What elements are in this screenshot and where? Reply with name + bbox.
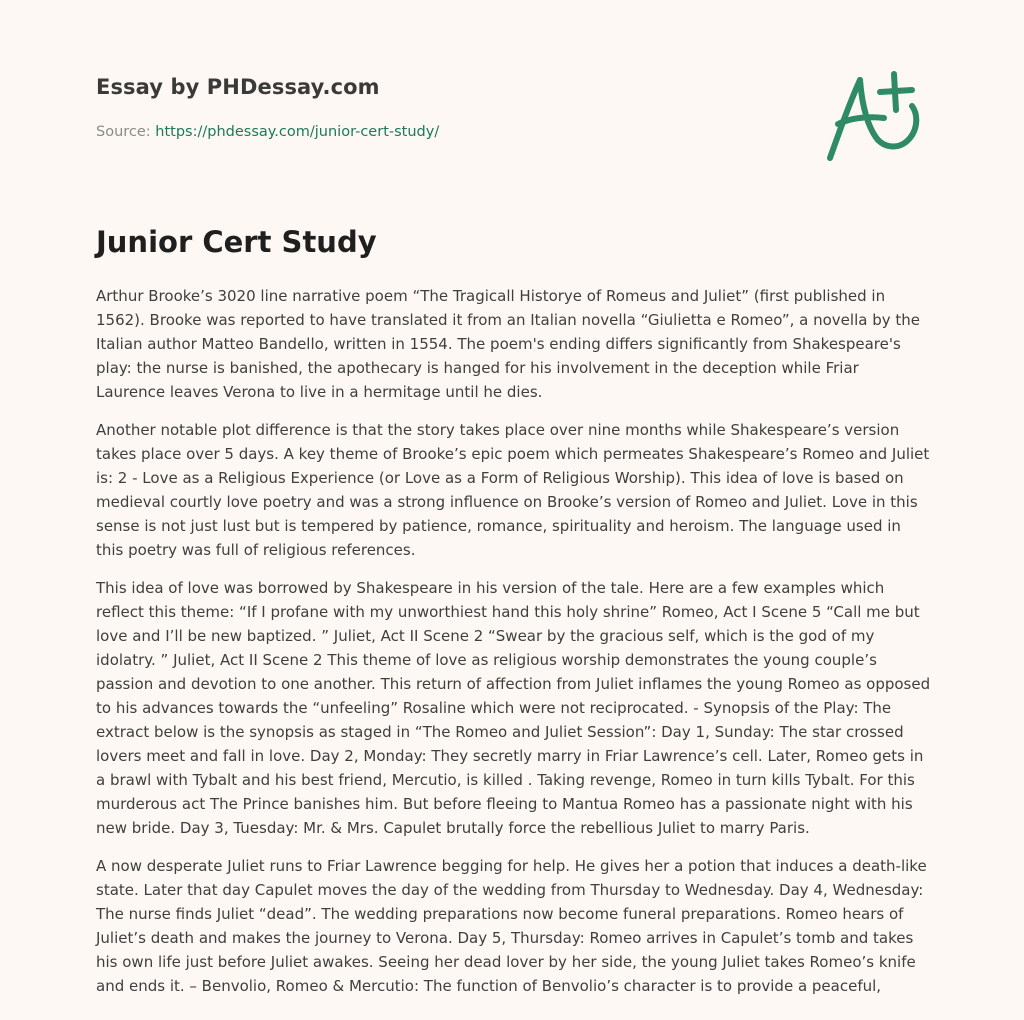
article-paragraph-1: Arthur Brooke’s 3020 line narrative poem “The Tragicall Historye of Romeus and Juliet” (first published in 1562). Brooke was reported to have translated it from an Italian novella “Giulietta e Romeo”, a novella by the Italian author Matteo Bandello, written in 1554. The poem's ending differs significantly from Shakespeare's play: the nurse is banished, the apothecary is hanged for his involvement in the deception while Friar Laurence leaves Verona to live in a hermitage until he dies.	[96, 287, 920, 401]
site-brand: Essay by PHDessay.com	[96, 75, 380, 99]
article-body	[96, 284, 932, 1012]
article-title: Junior Cert Study	[96, 225, 377, 259]
source-line	[96, 124, 439, 140]
a-plus-logo-icon	[820, 66, 932, 166]
article-paragraph-4: A now desperate Juliet runs to Friar Lawrence begging for help. He gives her a potion that induces a death-like state. Later that day Capulet moves the day of the wedding from Thursday to Wednesday. Day 4, Wednesday: The nurse finds Juliet “dead”. The wedding preparations now become funeral preparations. Romeo hears of Juliet’s death and makes the journey to Verona. Day 5, Thursday: Romeo arrives in Capulet’s tomb and takes his own life just before Juliet awakes. Seeing her dead lover by her side, the young Juliet takes Romeo’s knife and ends it. – Benvolio, Romeo & Mercutio: The function of Benvolio’s character is to provide a peaceful,	[96, 857, 927, 995]
source-link[interactable]: https://phdessay.com/junior-cert-study/	[155, 124, 440, 140]
article-paragraph-3: This idea of love was borrowed by Shakespeare in his version of the tale. Here are a few examples which reflect this theme: “If I profane with my unworthiest hand this holy shrine” Romeo, Act I Scene 5 “Call me but love and I’ll be new baptized. ” Juliet, Act II Scene 2 “Swear by the gracious self, which is the god of my idolatry. ” Juliet, Act II Scene 2 This theme of love as religious worship demonstrates the young couple’s passion and devotion to one another. This return of affection from Juliet inflames the young Romeo as opposed to his advances towards the “unfeeling” Rosaline which were not reciprocated. - Synopsis of the Play: The extract below is the synopsis as staged in “The Romeo and Juliet Session”: Day 1, Sunday: The star crossed lovers meet and fall in love. Day 2, Monday: They secretly marry in Friar Lawrence’s cell. Later, Romeo gets in a brawl with Tybalt and his best friend, Mercutio, is killed . Taking revenge, Romeo in turn kills Tybalt. For this murderous act The Prince banishes him. But before fleeing to Mantua Romeo has a passionate night with his new bride. Day 3, Tuesday: Mr. & Mrs. Capulet brutally force the rebellious Juliet to marry Paris.	[96, 579, 931, 837]
article-paragraph-2: Another notable plot difference is that the story takes place over nine months while Shakespeare’s version takes place over 5 days. A key theme of Brooke’s epic poem which permeates Shakespeare’s Romeo and Juliet is: 2 - Love as a Religious Experience (or Love as a Form of Religious Worship). This idea of love is based on medieval courtly love poetry and was a strong influence on Brooke’s version of Romeo and Juliet. Love in this sense is not just lust but is tempered by patience, romance, spirituality and heroism. The language used in this poetry was full of religious references.	[96, 421, 930, 559]
source-label: Source:	[96, 124, 151, 140]
